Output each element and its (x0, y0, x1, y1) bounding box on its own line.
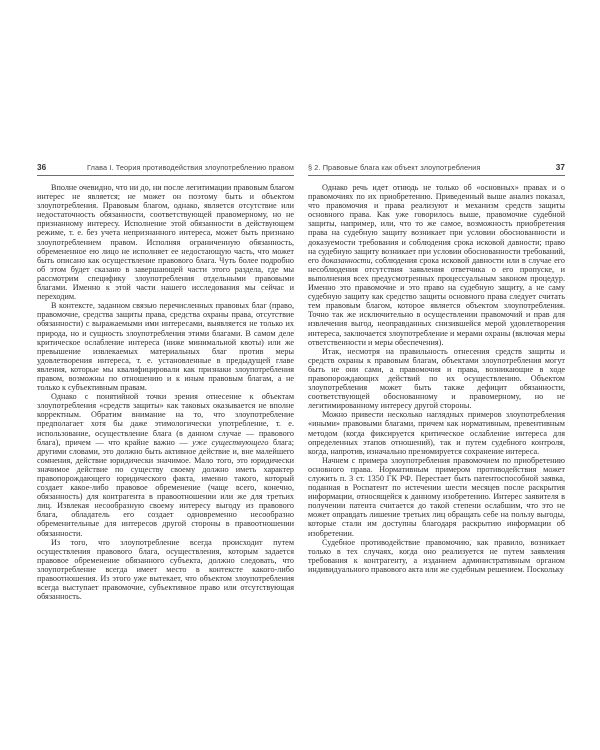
paragraph-text: Однако с понятийной точки зрения отнесение к объектам злоупотребления «средств защиты» как таковых оказывается не вполне корректным. Обратим внимание на то, что злоупотребление предполагает хотя бы даже этимологически употребление, т. е. использование, осуществление блага (в данном случае — правового блага), причем — что крайне важно — (37, 392, 294, 447)
running-title-left: Глава I. Теория противодействия злоупотреблению правом (87, 163, 294, 172)
paragraph (308, 347, 565, 411)
page-body-right (308, 183, 565, 574)
paragraph-text: , соблюдения срока исковой давности или в случае его несоблюдения отсутствия заявления ответчика о его пропуске, и выполнения всех предусмотренных процессуальным законом процедур. Именно это правомочие и это право на судебную защиту, а не саму судебную защиту как средство защиты основного права следует считать тем правовым благом, которое является объектом злоупотребления. Точно так же исключительно в осуществлении правомочий и прав для извлечения выгод, неоправданных снизившейся мерой удовлетворения интереса, заключается злоупотребление и мерами охраны (включая меры ответственности и меры обеспечения). (308, 255, 565, 347)
page-37 (308, 163, 565, 574)
paragraph-text: Из того, что злоупотребление всегда происходит путем осуществления правового блага, осуществления, которым задается правовое обременение обязанного субъекта, должно следовать, что злоупотребление всегда имеет место в контексте какого-либо правоотношения. Из этого уже вытекает, что объектом злоупотребления всегда выступает правомочие, субъективное право или отсутствующая обязанность. (37, 537, 294, 602)
paragraph (308, 410, 565, 455)
paragraph-text: блага; другими словами, это должно быть активное действие и, вне малейшего сомнения, действие юридически значимое. Мало того, это юридически значимое действие по существу своему должно иметь характер правопорождающего юридического факта, именно такого, который создает какое-либо правовое обременение (чаще всего, конечно, обязанность) для контрагента в правоотношении или же для третьих лиц. Извлекая несообразную своему интересу выгоду из правового блага, обладатель его создает одновременно несообразно обременительные для интересов другой стороны в правоотношении обязанности. (37, 437, 295, 538)
page-number-left: 36 (37, 163, 47, 172)
paragraph (308, 183, 565, 347)
running-head-right (308, 163, 565, 176)
paragraph (37, 183, 294, 301)
page-body-left (37, 183, 294, 601)
paragraph (308, 538, 565, 574)
paragraph (37, 538, 294, 602)
paragraph-text: Судебное противодействие правомочию, как правило, возникает только в тех случаях, когда оно реализуется не путем заявления требования к контрагенту, а изданием административным органом индивидуального правового акта или же судебным решением. Поскольку (308, 537, 565, 574)
paragraph-text: В контексте, заданном связью перечисленных правовых благ (право, правомочие, средства защиты права, средства охраны права, отсутствие обязанности) с выражаемыми ими интересами, выявляется не только их природа, но и сущность злоупотребления этими благами. В самом деле критическое ослабление интереса (ниже минимальной квоты) или же превышение извлекаемых материальных благ против меры удовлетворения интереса, т. е. установленные в предыдущей главе явления, которые мы квалифицировали как признаки злоупотребления правом, возможны по отношению и к иным правовым благам, а не только к субъективным правам. (37, 301, 294, 393)
page-36 (37, 163, 294, 601)
paragraph (37, 301, 294, 392)
paragraph-text: Однако речь идет отнюдь не только об «основных» правах и о правомочиях по их приобретению. Приведенный выше анализ показал, что правомочия и права реализуют и механизм средств защиты основного права. Как уже говорилось выше, правомочие судебной защиты, например, или, что то же самое, возможность приобретения права на судебную защиту возникает при условии обоснованности и доказуемости требования и соблюдения срока исковой давности; право на судебную защиту возникает при условии обоснованности требований, его (308, 183, 565, 265)
page-number-right: 37 (555, 163, 565, 172)
running-title-right: § 2. Правовые блага как объект злоупотребления (308, 163, 481, 172)
paragraph-text: Можно привести несколько наглядных примеров злоупотребления «иными» правовыми благами, причем как нормативным, превентивным методом (когда фиксируется критическое ослабление интереса для определенных этапов отношений), так и путем судебного контроля, когда, напротив, изначально презюмируется сохранение интереса. (308, 410, 565, 456)
paragraph-text-italic: доказанности (321, 255, 371, 265)
paragraph (308, 456, 565, 538)
paragraph-text-italic: уже существующего (192, 437, 269, 447)
paragraph (37, 392, 294, 538)
paragraph-text: Вполне очевидно, что ни до, ни после легитимации правовым благом интерес не является; не может он поэтому быть и объектом злоупотребления. Правовым благом, однако, является отсутствие или недостаточность обязанности, соответствующей правомерному, но не признанному интересу. Исполнение этой обязанности в действующем режиме, т. е. без учета непризнанного интереса, может быть признано злоупотреблением правом. Исполняя ограниченную обязанность, обремененное ею лицо не исполняет ее недостающую часть, что может быть описано как осуществление правового блага. Чуть более подробно об этом будет сказано в завершающей части этого раздела, где мы рассмотрим специфику злоупотребления отдельными правовыми благами. Именно к этой части нашего исследования мы сейчас и переходим. (37, 183, 294, 302)
running-head-left (37, 163, 294, 176)
paragraph-text: Начнем с примера злоупотребления правомочием по приобретению основного права. Нормативным примером противодействия может служить п. 3 ст. 1350 ГК РФ. Перестает быть патентоспособной заявка, поданная в Роспатент по истечении шести месяцев после раскрытия информации, относящейся к данному изобретению. Интерес заявителя в получении патента считается до такой степени ослабшим, что это не может оправдать лишение третьих лиц обращать себе на пользу выгоды, которые стали им доступны благодаря раскрытию информации об изобретении. (308, 455, 565, 538)
paragraph-text: Итак, несмотря на правильность отнесения средств защиты и средств охраны к правовым благам, объектами злоупотребления могут быть не они сами, а правомочия и права, возникающие в ходе правопорождающих действий по их осуществлению. Объектом злоупотребления может быть также дефицит обязанности, соответствующей обоснованному и правомерному, но не легитимированному интересу другой стороны. (308, 346, 565, 411)
